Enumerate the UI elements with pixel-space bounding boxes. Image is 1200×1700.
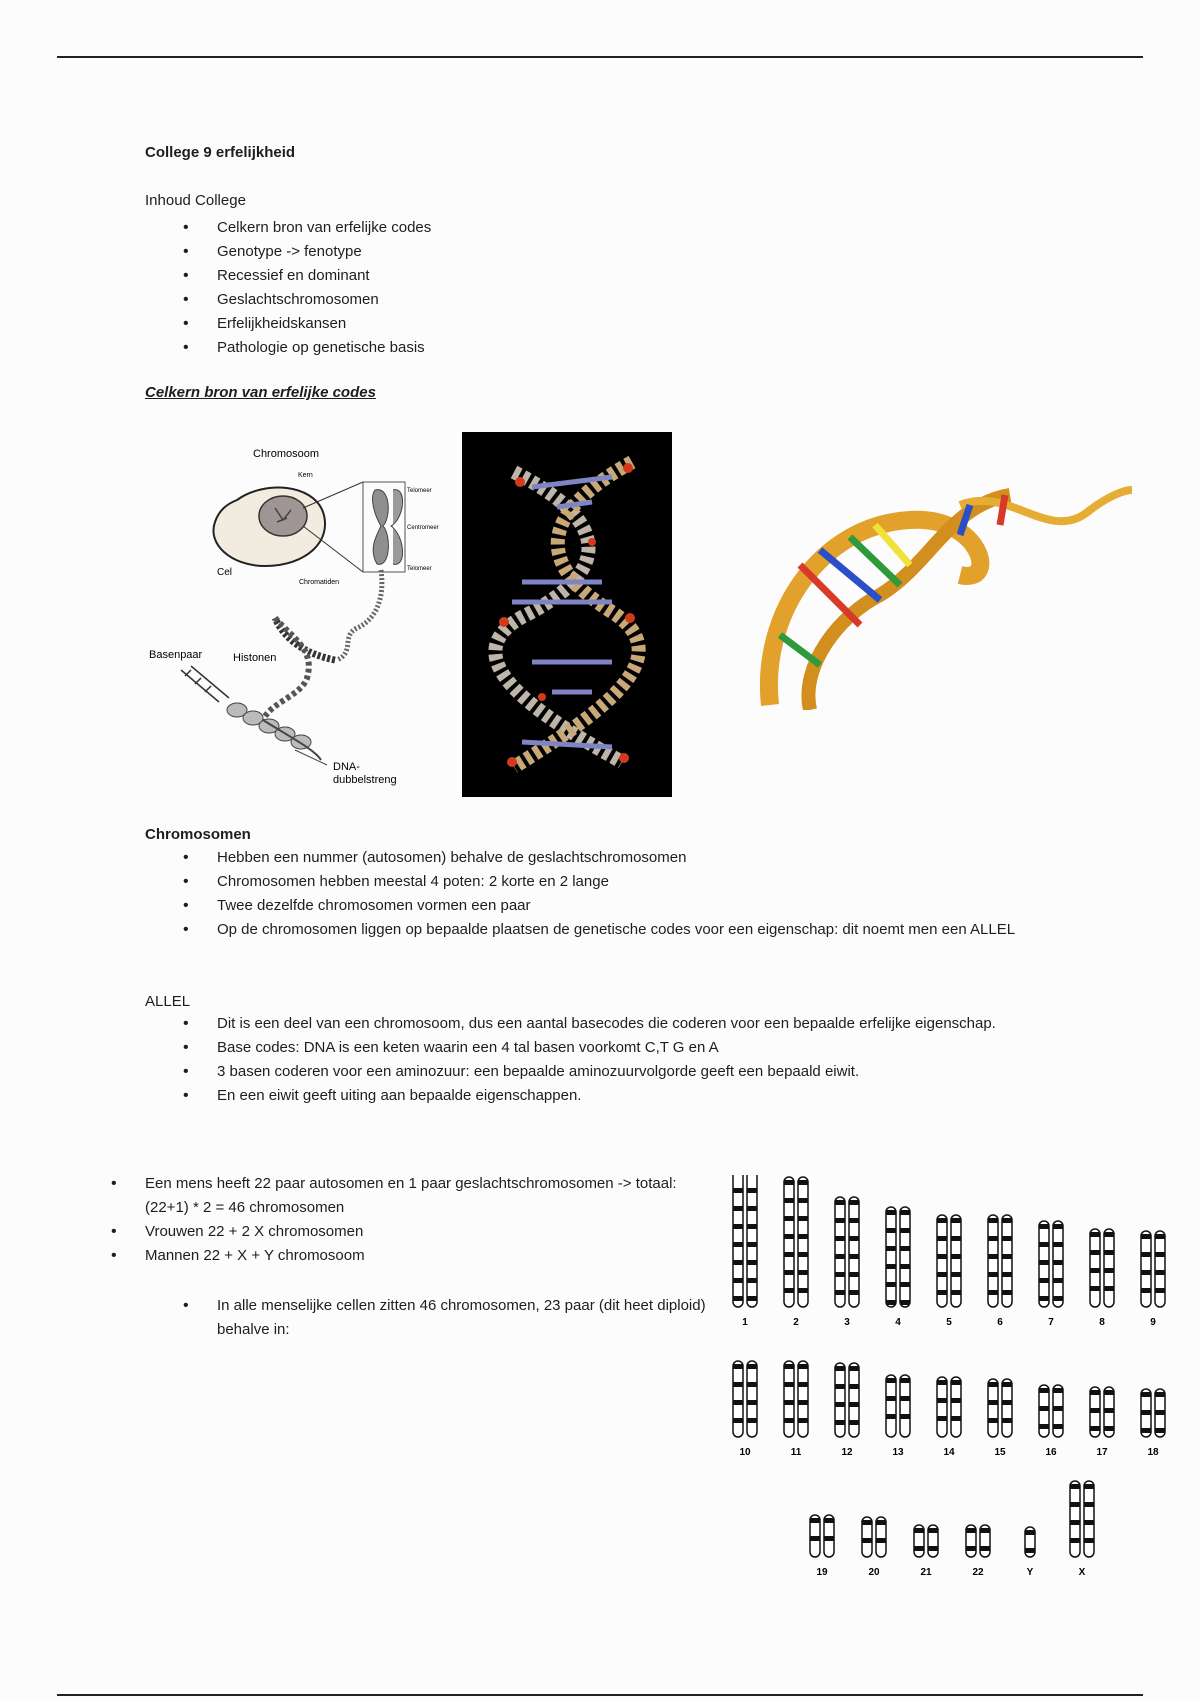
chromosome-band: [849, 1366, 859, 1371]
chromosome-band: [886, 1414, 896, 1419]
karyotype-label: 15: [994, 1447, 1006, 1458]
chromosome-band: [1155, 1234, 1165, 1239]
chromosome-band: [1002, 1400, 1012, 1405]
chromosome-band: [1039, 1296, 1049, 1301]
chromosome-band: [1090, 1426, 1100, 1431]
chromosome-band: [862, 1520, 872, 1525]
chromosome-band: [733, 1242, 743, 1247]
chromosome-band: [886, 1282, 896, 1287]
list-item: • Erfelijkheidskansen: [217, 312, 431, 336]
list-item: • Mannen 22 + X + Y chromosoom: [145, 1244, 705, 1268]
chromosome-structure-diagram: [145, 440, 455, 795]
karyotype-label: 4: [895, 1317, 901, 1328]
chromosome-band: [798, 1288, 808, 1293]
chromosome-band: [1084, 1484, 1094, 1489]
document-title: College 9 erfelijkheid: [145, 144, 296, 161]
chromosome-shape: [1084, 1481, 1094, 1557]
chromosome-band: [988, 1382, 998, 1387]
chromosome-band: [1155, 1428, 1165, 1433]
chromosome-band: [849, 1384, 859, 1389]
mens-list: [145, 1172, 705, 1268]
chromosome-band: [784, 1198, 794, 1203]
chromosome-band: [937, 1416, 947, 1421]
chromosome-band: [849, 1218, 859, 1223]
chromosome-band: [849, 1272, 859, 1277]
chromosome-shape: [849, 1363, 859, 1437]
chromosomen-list: [217, 846, 1077, 942]
chromosome-band: [747, 1364, 757, 1369]
chromosome-band: [798, 1180, 808, 1185]
chromosome-band: [835, 1290, 845, 1295]
chromosome-shape: [900, 1207, 910, 1307]
chromosome-band: [1070, 1538, 1080, 1543]
chromosome-band: [988, 1290, 998, 1295]
contents-label: Inhoud College: [145, 192, 246, 209]
chromosome-band: [1104, 1286, 1114, 1291]
karyotype-label: 2: [793, 1317, 799, 1328]
chromosome-band: [900, 1264, 910, 1269]
list-item: • Op de chromosomen liggen op bepaalde plaatsen de genetische codes voor een eigenschap: dit noemt men een ALLEL: [217, 918, 1077, 942]
chromosome-band: [886, 1246, 896, 1251]
chromosome-band: [835, 1200, 845, 1205]
list-item: • In alle menselijke cellen zitten 46 chromosomen, 23 paar (dit heet diploid) behalve in:: [217, 1294, 717, 1342]
chromosome-band: [1039, 1406, 1049, 1411]
chromosome-band: [876, 1538, 886, 1543]
chromosome-band: [747, 1188, 757, 1193]
chromosome-band: [1090, 1408, 1100, 1413]
chromosome-band: [747, 1242, 757, 1247]
chromosome-band: [951, 1290, 961, 1295]
chromosome-shape: [951, 1377, 961, 1437]
section-heading: Celkern bron van erfelijke codes: [145, 384, 376, 401]
chromosome-band: [937, 1254, 947, 1259]
karyotype-image: [720, 1175, 1180, 1595]
karyotype-label: 14: [943, 1447, 955, 1458]
chromosome-band: [835, 1420, 845, 1425]
chromosome-band: [798, 1234, 808, 1239]
chromosome-band: [849, 1420, 859, 1425]
chromosome-band: [784, 1400, 794, 1405]
karyotype-label: 3: [844, 1317, 850, 1328]
chromosome-band: [937, 1380, 947, 1385]
chromosome-band: [747, 1278, 757, 1283]
label-centromeer: Centromeer: [407, 525, 439, 531]
dna-molecule-model-image: [462, 432, 672, 797]
chromosome-band: [1141, 1288, 1151, 1293]
chromosome-band: [937, 1218, 947, 1223]
chromosome-band: [900, 1210, 910, 1215]
label-dna-2: dubbelstreng: [333, 774, 397, 786]
chromosome-band: [966, 1528, 976, 1533]
chromosome-band: [798, 1418, 808, 1423]
chromosome-band: [1104, 1390, 1114, 1395]
chromosome-band: [886, 1300, 896, 1305]
chromosome-band: [1090, 1268, 1100, 1273]
chromosome-band: [1053, 1296, 1063, 1301]
chromosome-band: [1002, 1272, 1012, 1277]
chromosome-band: [784, 1288, 794, 1293]
chromosome-band: [1025, 1530, 1035, 1535]
chromosome-band: [1002, 1218, 1012, 1223]
chromosome-band: [900, 1246, 910, 1251]
chromosome-band: [951, 1254, 961, 1259]
chromosome-band: [1090, 1286, 1100, 1291]
karyotype-label: 21: [920, 1567, 932, 1578]
chromosome-band: [1155, 1252, 1165, 1257]
chromosome-band: [798, 1364, 808, 1369]
chromosome-band: [784, 1252, 794, 1257]
label-histonen: Histonen: [233, 652, 277, 664]
allel-heading: ALLEL: [145, 993, 191, 1010]
chromosome-band: [1070, 1520, 1080, 1525]
list-item: • Twee dezelfde chromosomen vormen een paar: [217, 894, 1077, 918]
chromosome-band: [1039, 1424, 1049, 1429]
chromosome-band: [733, 1364, 743, 1369]
chromosome-band: [835, 1218, 845, 1223]
chromosome-band: [1002, 1290, 1012, 1295]
chromosome-band: [733, 1400, 743, 1405]
label-chromatiden: Chromatiden: [299, 579, 340, 586]
chromosome-band: [835, 1384, 845, 1389]
chromosome-band: [1141, 1270, 1151, 1275]
chromosome-band: [849, 1402, 859, 1407]
dna-helix-image: [760, 465, 1140, 710]
chromosome-band: [747, 1382, 757, 1387]
chromosome-band: [1084, 1520, 1094, 1525]
chromosome-band: [1104, 1268, 1114, 1273]
chromosome-band: [862, 1538, 872, 1543]
chromosome-band: [988, 1218, 998, 1223]
allel-list: [217, 1012, 1117, 1108]
karyotype-label: 17: [1096, 1447, 1108, 1458]
chromosome-band: [1155, 1410, 1165, 1415]
chromosome-shape: [886, 1375, 896, 1437]
chromosome-band: [849, 1254, 859, 1259]
chromosome-band: [988, 1254, 998, 1259]
chromosome-band: [784, 1364, 794, 1369]
chromosome-band: [747, 1418, 757, 1423]
chromosome-band: [937, 1236, 947, 1241]
chromosome-band: [747, 1260, 757, 1265]
chromosome-shape: [1155, 1231, 1165, 1307]
karyotype-label: 5: [946, 1317, 952, 1328]
chromosome-band: [1053, 1388, 1063, 1393]
list-item: • Hebben een nummer (autosomen) behalve de geslachtschromosomen: [217, 846, 1077, 870]
chromosome-band: [798, 1270, 808, 1275]
list-item: • Vrouwen 22 + 2 X chromosomen: [145, 1220, 705, 1244]
chromosome-band: [1039, 1224, 1049, 1229]
chromosome-band: [886, 1396, 896, 1401]
chromosome-band: [886, 1378, 896, 1383]
footer-rule: [57, 1694, 1143, 1696]
label-dna-1: DNA-: [333, 761, 360, 773]
chromosome-band: [937, 1398, 947, 1403]
chromosome-band: [784, 1180, 794, 1185]
chromosome-band: [733, 1224, 743, 1229]
chromosome-band: [810, 1518, 820, 1523]
chromosome-band: [900, 1396, 910, 1401]
chromosome-band: [1053, 1242, 1063, 1247]
list-item: • Base codes: DNA is een keten waarin een 4 tal basen voorkomt C,T G en A: [217, 1036, 1117, 1060]
chromosome-band: [1053, 1260, 1063, 1265]
chromosome-band: [733, 1206, 743, 1211]
karyotype-label: 10: [739, 1447, 751, 1458]
chromosome-band: [733, 1278, 743, 1283]
chromosome-band: [849, 1200, 859, 1205]
chromosome-shape: [1070, 1481, 1080, 1557]
chromosome-band: [951, 1416, 961, 1421]
chromosome-band: [747, 1224, 757, 1229]
chromosome-band: [1025, 1548, 1035, 1553]
chromosome-band: [733, 1188, 743, 1193]
chromosome-band: [1039, 1278, 1049, 1283]
chromosome-band: [876, 1520, 886, 1525]
chromosome-band: [733, 1260, 743, 1265]
chromosome-band: [886, 1210, 896, 1215]
chromosome-shape: [835, 1363, 845, 1437]
chromosome-shape: [937, 1377, 947, 1437]
chromosome-band: [1141, 1428, 1151, 1433]
chromosome-shape: [747, 1361, 757, 1437]
chromosome-band: [1070, 1484, 1080, 1489]
chromosome-band: [1084, 1502, 1094, 1507]
chromosome-band: [1053, 1424, 1063, 1429]
chromosome-band: [784, 1382, 794, 1387]
chromosome-band: [835, 1254, 845, 1259]
karyotype-label: 6: [997, 1317, 1003, 1328]
contents-list: [217, 216, 431, 360]
chromosome-band: [988, 1236, 998, 1241]
chromosome-band: [1090, 1250, 1100, 1255]
chromosome-shape: [900, 1375, 910, 1437]
chromosome-band: [951, 1236, 961, 1241]
chromosome-band: [937, 1272, 947, 1277]
label-chromosoom: Chromosoom: [253, 448, 320, 460]
chromosome-band: [733, 1296, 743, 1301]
label-basenpaar: Basenpaar: [149, 649, 203, 661]
chromosome-band: [733, 1418, 743, 1423]
chromosome-band: [951, 1380, 961, 1385]
list-item: • Recessief en dominant: [217, 264, 431, 288]
chromosome-shape: [886, 1207, 896, 1307]
label-kern: Kern: [298, 472, 313, 479]
karyotype-label: 19: [816, 1567, 828, 1578]
chromosome-band: [914, 1546, 924, 1551]
karyotype-label: 11: [790, 1447, 802, 1458]
chromosome-shape: [784, 1177, 794, 1307]
chromosome-band: [784, 1234, 794, 1239]
chromosome-band: [1070, 1502, 1080, 1507]
chromosome-band: [1155, 1288, 1165, 1293]
chromosome-band: [988, 1272, 998, 1277]
chromosome-band: [980, 1528, 990, 1533]
chromosome-band: [835, 1272, 845, 1277]
chromosome-band: [798, 1216, 808, 1221]
chromosome-band: [1053, 1406, 1063, 1411]
chromosome-shape: [747, 1175, 757, 1307]
chromosome-band: [798, 1252, 808, 1257]
chromosome-band: [1002, 1236, 1012, 1241]
chromosome-band: [928, 1546, 938, 1551]
list-item: • Celkern bron van erfelijke codes: [217, 216, 431, 240]
chromosome-band: [1090, 1232, 1100, 1237]
chromosome-band: [824, 1536, 834, 1541]
chromosomen-heading: Chromosomen: [145, 826, 251, 843]
chromosome-band: [951, 1272, 961, 1277]
chromosome-band: [1053, 1224, 1063, 1229]
chromosome-band: [784, 1216, 794, 1221]
chromosome-band: [1104, 1250, 1114, 1255]
chromosome-band: [937, 1290, 947, 1295]
chromosome-band: [951, 1218, 961, 1223]
chromosome-band: [747, 1206, 757, 1211]
karyotype-label: 13: [892, 1447, 904, 1458]
chromosome-band: [1084, 1538, 1094, 1543]
chromosome-band: [1141, 1234, 1151, 1239]
label-telomeer-top: Telomeer: [407, 488, 432, 494]
chromosome-shape: [733, 1175, 743, 1307]
chromosome-band: [1155, 1270, 1165, 1275]
chromosome-band: [988, 1418, 998, 1423]
list-item: • Genotype -> fenotype: [217, 240, 431, 264]
karyotype-label: 20: [868, 1567, 880, 1578]
karyotype-label: 16: [1045, 1447, 1057, 1458]
chromosome-shape: [733, 1361, 743, 1437]
chromosome-band: [1002, 1382, 1012, 1387]
chromosome-band: [733, 1382, 743, 1387]
chromosome-band: [849, 1290, 859, 1295]
chromosome-band: [798, 1198, 808, 1203]
chromosome-band: [798, 1382, 808, 1387]
chromosome-band: [747, 1400, 757, 1405]
chromosome-band: [900, 1228, 910, 1233]
list-item: • Chromosomen hebben meestal 4 poten: 2 korte en 2 lange: [217, 870, 1077, 894]
chromosome-band: [1090, 1390, 1100, 1395]
karyotype-label: X: [1078, 1567, 1086, 1578]
chromosome-shape: [798, 1361, 808, 1437]
chromosome-shape: [1141, 1231, 1151, 1307]
chromosome-band: [1039, 1260, 1049, 1265]
chromosome-band: [900, 1378, 910, 1383]
karyotype-label: Y: [1026, 1567, 1034, 1578]
list-item: • Een mens heeft 22 paar autosomen en 1 paar geslachtschromosomen -> totaal: (22+1) * 2 = 46 chromosomen: [145, 1172, 705, 1220]
list-item: • Dit is een deel van een chromosoom, dus een aantal basecodes die coderen voor een bepaalde erfelijke eigenschap.: [217, 1012, 1117, 1036]
chromosome-shape: [988, 1379, 998, 1437]
chromosome-band: [824, 1518, 834, 1523]
chromosome-band: [900, 1282, 910, 1287]
chromosome-band: [928, 1528, 938, 1533]
chromosome-band: [914, 1528, 924, 1533]
chromosome-shape: [1002, 1379, 1012, 1437]
label-telomeer-bottom: Telomeer: [407, 566, 432, 572]
chromosome-band: [1104, 1232, 1114, 1237]
chromosome-band: [900, 1300, 910, 1305]
cells-list: [217, 1294, 717, 1342]
chromosome-band: [1039, 1388, 1049, 1393]
karyotype-label: 1: [742, 1317, 748, 1328]
chromosome-band: [810, 1536, 820, 1541]
chromosome-band: [1002, 1254, 1012, 1259]
chromosome-band: [1002, 1418, 1012, 1423]
chromosome-band: [849, 1236, 859, 1241]
list-item: • En een eiwit geeft uiting aan bepaalde eigenschappen.: [217, 1084, 1117, 1108]
chromosome-band: [784, 1270, 794, 1275]
chromosome-band: [966, 1546, 976, 1551]
list-item: • 3 basen coderen voor een aminozuur: een bepaalde aminozuurvolgorde geeft een bepaald eiwit.: [217, 1060, 1117, 1084]
chromosome-band: [1141, 1410, 1151, 1415]
chromosome-band: [1155, 1392, 1165, 1397]
chromosome-band: [980, 1546, 990, 1551]
chromosome-shape: [798, 1177, 808, 1307]
karyotype-label: 9: [1150, 1317, 1156, 1328]
chromosome-shape: [784, 1361, 794, 1437]
chromosome-band: [1039, 1242, 1049, 1247]
list-item: • Pathologie op genetische basis: [217, 336, 431, 360]
header-rule: [57, 56, 1143, 58]
chromosome-band: [1141, 1392, 1151, 1397]
karyotype-label: 8: [1099, 1317, 1105, 1328]
chromosome-band: [835, 1402, 845, 1407]
karyotype-label: 12: [841, 1447, 853, 1458]
chromosome-band: [900, 1414, 910, 1419]
chromosome-band: [1141, 1252, 1151, 1257]
chromosome-band: [1104, 1426, 1114, 1431]
chromosome-band: [1053, 1278, 1063, 1283]
label-cel: Cel: [217, 567, 233, 578]
chromosome-band: [798, 1400, 808, 1405]
chromosome-band: [886, 1228, 896, 1233]
list-item: • Geslachtschromosomen: [217, 288, 431, 312]
karyotype-label: 18: [1147, 1447, 1159, 1458]
chromosome-band: [784, 1418, 794, 1423]
chromosome-band: [951, 1398, 961, 1403]
chromosome-band: [886, 1264, 896, 1269]
chromosome-band: [747, 1296, 757, 1301]
chromosome-band: [988, 1400, 998, 1405]
karyotype-label: 22: [972, 1567, 984, 1578]
chromosome-band: [835, 1366, 845, 1371]
karyotype-label: 7: [1048, 1317, 1054, 1328]
chromosome-band: [835, 1236, 845, 1241]
chromosome-band: [1104, 1408, 1114, 1413]
